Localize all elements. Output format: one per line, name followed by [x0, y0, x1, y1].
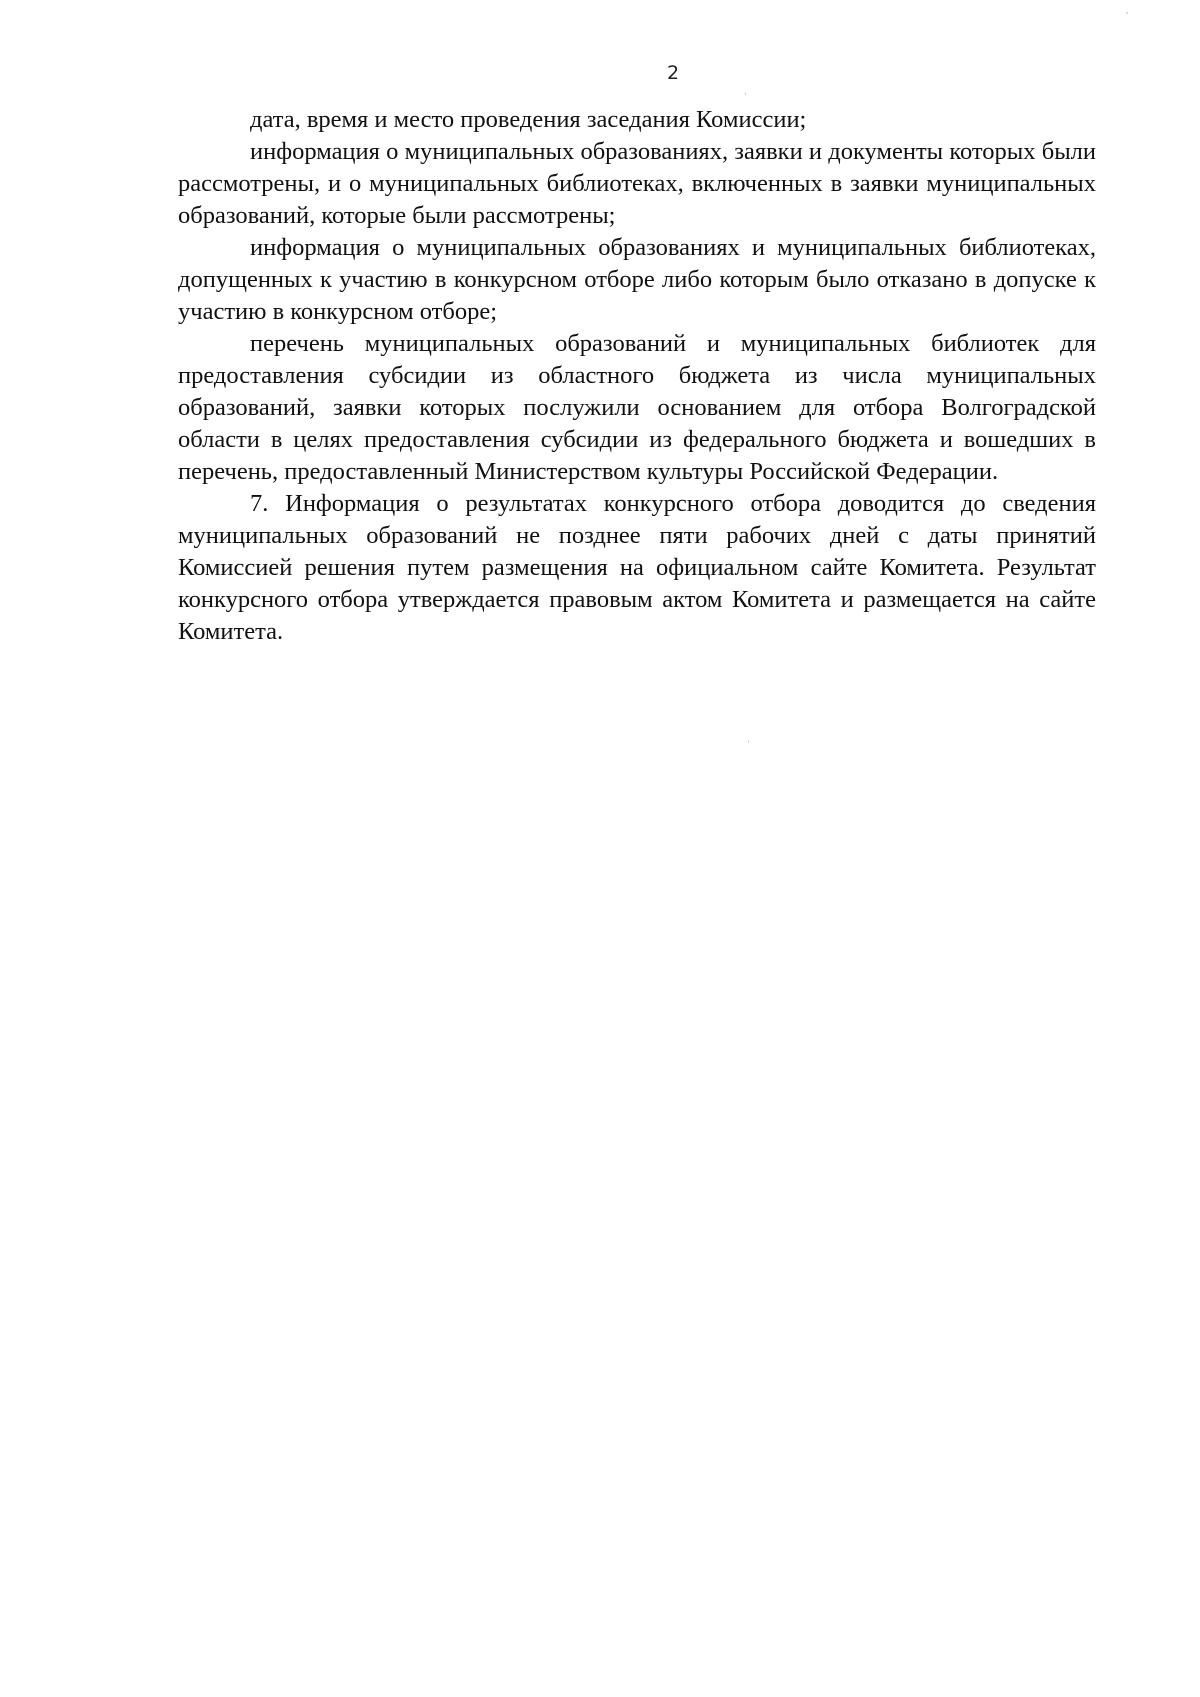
scan-speck	[745, 92, 746, 95]
paragraph-results-notice: 7. Информация о результатах конкурсного отбора доводится до сведения муниципальных образований не позднее пяти рабочих дней с даты принятий Комиссией решения путем размещения на официальном сайте Комитета. Результат конкурсного отбора утверждается правовым актом Комитета и размещается на сайте Комитета.	[178, 490, 1096, 645]
paragraph-meeting-details: дата, время и место проведения заседания Комиссии;	[250, 106, 807, 133]
paragraph-reviewed-applications: информация о муниципальных образованиях, заявки и документы которых были рассмотрены, и о муниципальных библиотеках, включенных в заявки муниципальных образований, которые были рассмотрены;	[178, 138, 1096, 229]
scan-speck	[1126, 12, 1128, 14]
paragraph-subsidy-list: перечень муниципальных образований и муниципальных библиотек для предоставления субсидии из областного бюджета из числа муниципальных образований, заявки которых послужили основанием для отбора Волгоградской области в целях предоставления субсидии из федерального бюджета и вошедших в перечень, предоставленный Министерством культуры Российской Федерации.	[178, 330, 1096, 485]
document-body	[178, 104, 1096, 648]
paragraph-admitted-participants: информация о муниципальных образованиях и муниципальных библиотеках, допущенных к участию в конкурсном отборе либо которым было отказано в допуске к участию в конкурсном отборе;	[178, 234, 1096, 325]
scan-speck	[748, 740, 749, 743]
page-number: 2	[666, 62, 680, 84]
